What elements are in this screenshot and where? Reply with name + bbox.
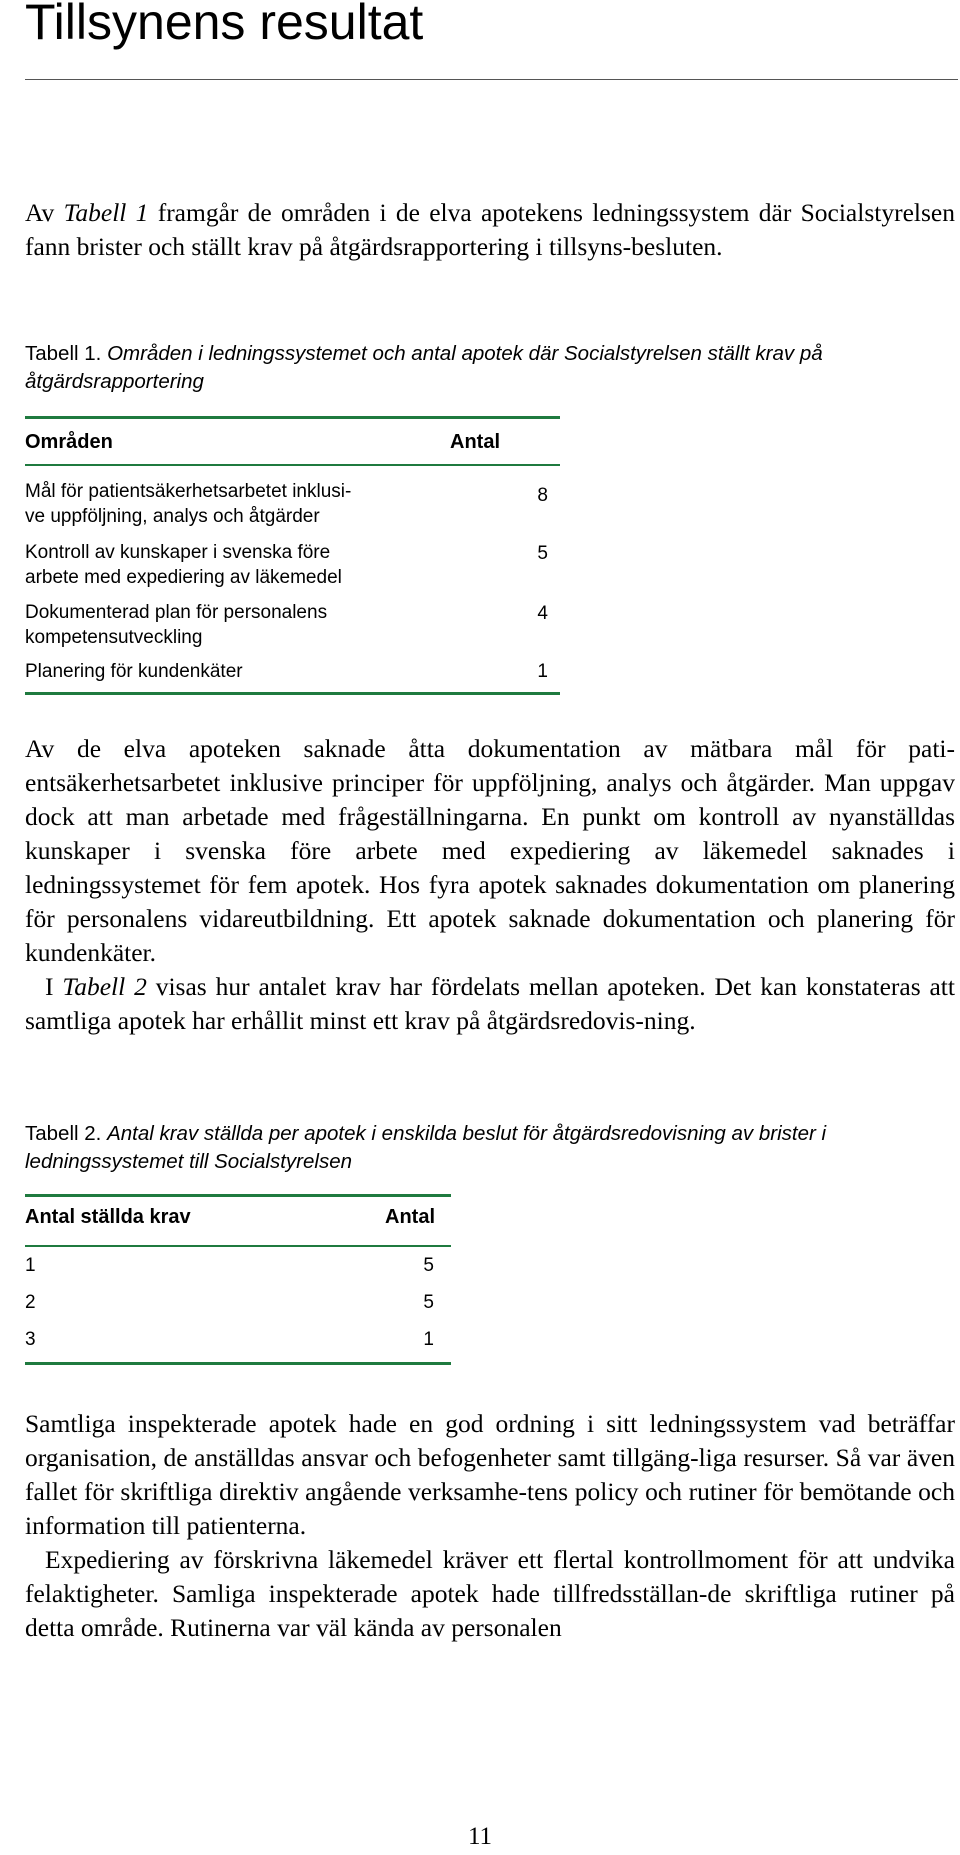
table1-row1-count: 8 — [537, 485, 548, 506]
intro-before: Av — [25, 198, 64, 227]
table1-row1-area — [25, 479, 351, 529]
table1-row2-area-line1: Kontroll av kunskaper i svenska före — [25, 542, 331, 563]
body2-paragraph1: Samtliga inspekterade apotek hade en god ordning i sitt ledningssystem vad beträffar organisation, de anställdas ansvar och befogenheter samt tillgäng-liga resurser. Så var även fallet för skriftliga direktiv angående verksamhe-tens policy och rutiner för bemötande och information till patienterna. — [25, 1409, 955, 1540]
heading-rule — [25, 79, 958, 80]
table1-row3-area-line2: kompetensutveckling — [25, 627, 203, 648]
body1-p2-after: visas hur antalet krav har fördelats mellan apoteken. Det kan konstateras att samtliga apotek har erhållit minst ett krav på åtgärdsredovis-ning. — [25, 972, 955, 1035]
table2-row2-antal: 5 — [423, 1292, 434, 1313]
table2-row1-antal: 5 — [423, 1255, 434, 1276]
table1-row4-area: Planering för kundenkäter — [25, 661, 243, 682]
table1-header-area: Områden — [25, 431, 113, 453]
table1-header-count: Antal — [450, 431, 500, 453]
table1-row3-count: 4 — [537, 603, 548, 624]
table2-title: Antal krav ställda per apotek i enskilda beslut för åtgärdsredovisning av brister i ledningssystemet till Socialstyrelsen — [25, 1122, 827, 1173]
table1-row3-area — [25, 600, 327, 650]
page-number: 11 — [467, 1823, 493, 1850]
table1-row2-area — [25, 540, 342, 590]
table2-row1-krav: 1 — [25, 1255, 36, 1276]
table2-row3-krav: 3 — [25, 1329, 36, 1350]
table1-row3-area-line1: Dokumenterad plan för personalens — [25, 602, 328, 623]
table2-row2-krav: 2 — [25, 1292, 36, 1313]
table2-header-antal: Antal — [385, 1206, 435, 1228]
intro-table-ref: Tabell 1 — [63, 198, 149, 227]
body1-p2-before: I — [45, 972, 63, 1001]
table2-header-rule — [25, 1245, 451, 1247]
body1-paragraph2 — [25, 970, 955, 1038]
table2-bottom-rule — [25, 1362, 451, 1365]
table2-label: Tabell 2. — [25, 1122, 102, 1145]
intro-after: framgår de områden i de elva apotekens ledningssystem där Socialstyrelsen fann brister och ställt krav på åtgärdsrapportering i tillsyns-besluten. — [25, 198, 955, 261]
table1-top-rule — [25, 416, 560, 419]
page-heading: Tillsynens resultat — [25, 0, 424, 50]
body1-p2-table-ref: Tabell 2 — [62, 972, 147, 1001]
table1-bottom-rule — [25, 692, 560, 695]
table1-row2-area-line2: arbete med expediering av läkemedel — [25, 567, 342, 588]
table1-label: Tabell 1. — [25, 342, 102, 365]
table1-header-rule — [25, 464, 560, 466]
table1-row4-count: 1 — [537, 661, 548, 682]
intro-paragraph — [25, 196, 955, 264]
table2-top-rule — [25, 1194, 451, 1197]
table1-caption — [25, 340, 955, 396]
table2-row3-antal: 1 — [423, 1329, 434, 1350]
body1-paragraph1: Av de elva apoteken saknade åtta dokumentation av mätbara mål för pati-entsäkerhetsarbetet inklusive principer för uppföljning, analys och åtgärder. Man uppgav dock att man arbetade med frågeställningarna. En punkt om kontroll av nyanställdas kunskaper i svenska före arbete med expediering av läkemedel saknades i ledningssystemet för fem apotek. Hos fyra apotek saknades dokumentation om planering för personalens vidareutbildning. Ett apotek saknade dokumentation och planering för kundenkäter. — [25, 734, 955, 967]
table1-row1-area-line2: ve uppföljning, analys och åtgärder — [25, 506, 320, 527]
table1-row2-count: 5 — [537, 543, 548, 564]
table1-title: Områden i ledningssystemet och antal apotek där Socialstyrelsen ställt krav på åtgärdsrapportering — [25, 342, 823, 393]
body2-paragraph2: Expediering av förskrivna läkemedel kräver ett flertal kontrollmoment för att undvika felaktigheter. Samliga inspekterade apotek hade tillfredsställan-de skriftliga rutiner på detta område. Rutinerna var väl kända av personalen — [25, 1545, 955, 1642]
table2-caption — [25, 1120, 955, 1176]
table2-header-krav: Antal ställda krav — [25, 1206, 191, 1228]
table1-row1-area-line1: Mål för patientsäkerhetsarbetet inklusi- — [25, 481, 352, 502]
